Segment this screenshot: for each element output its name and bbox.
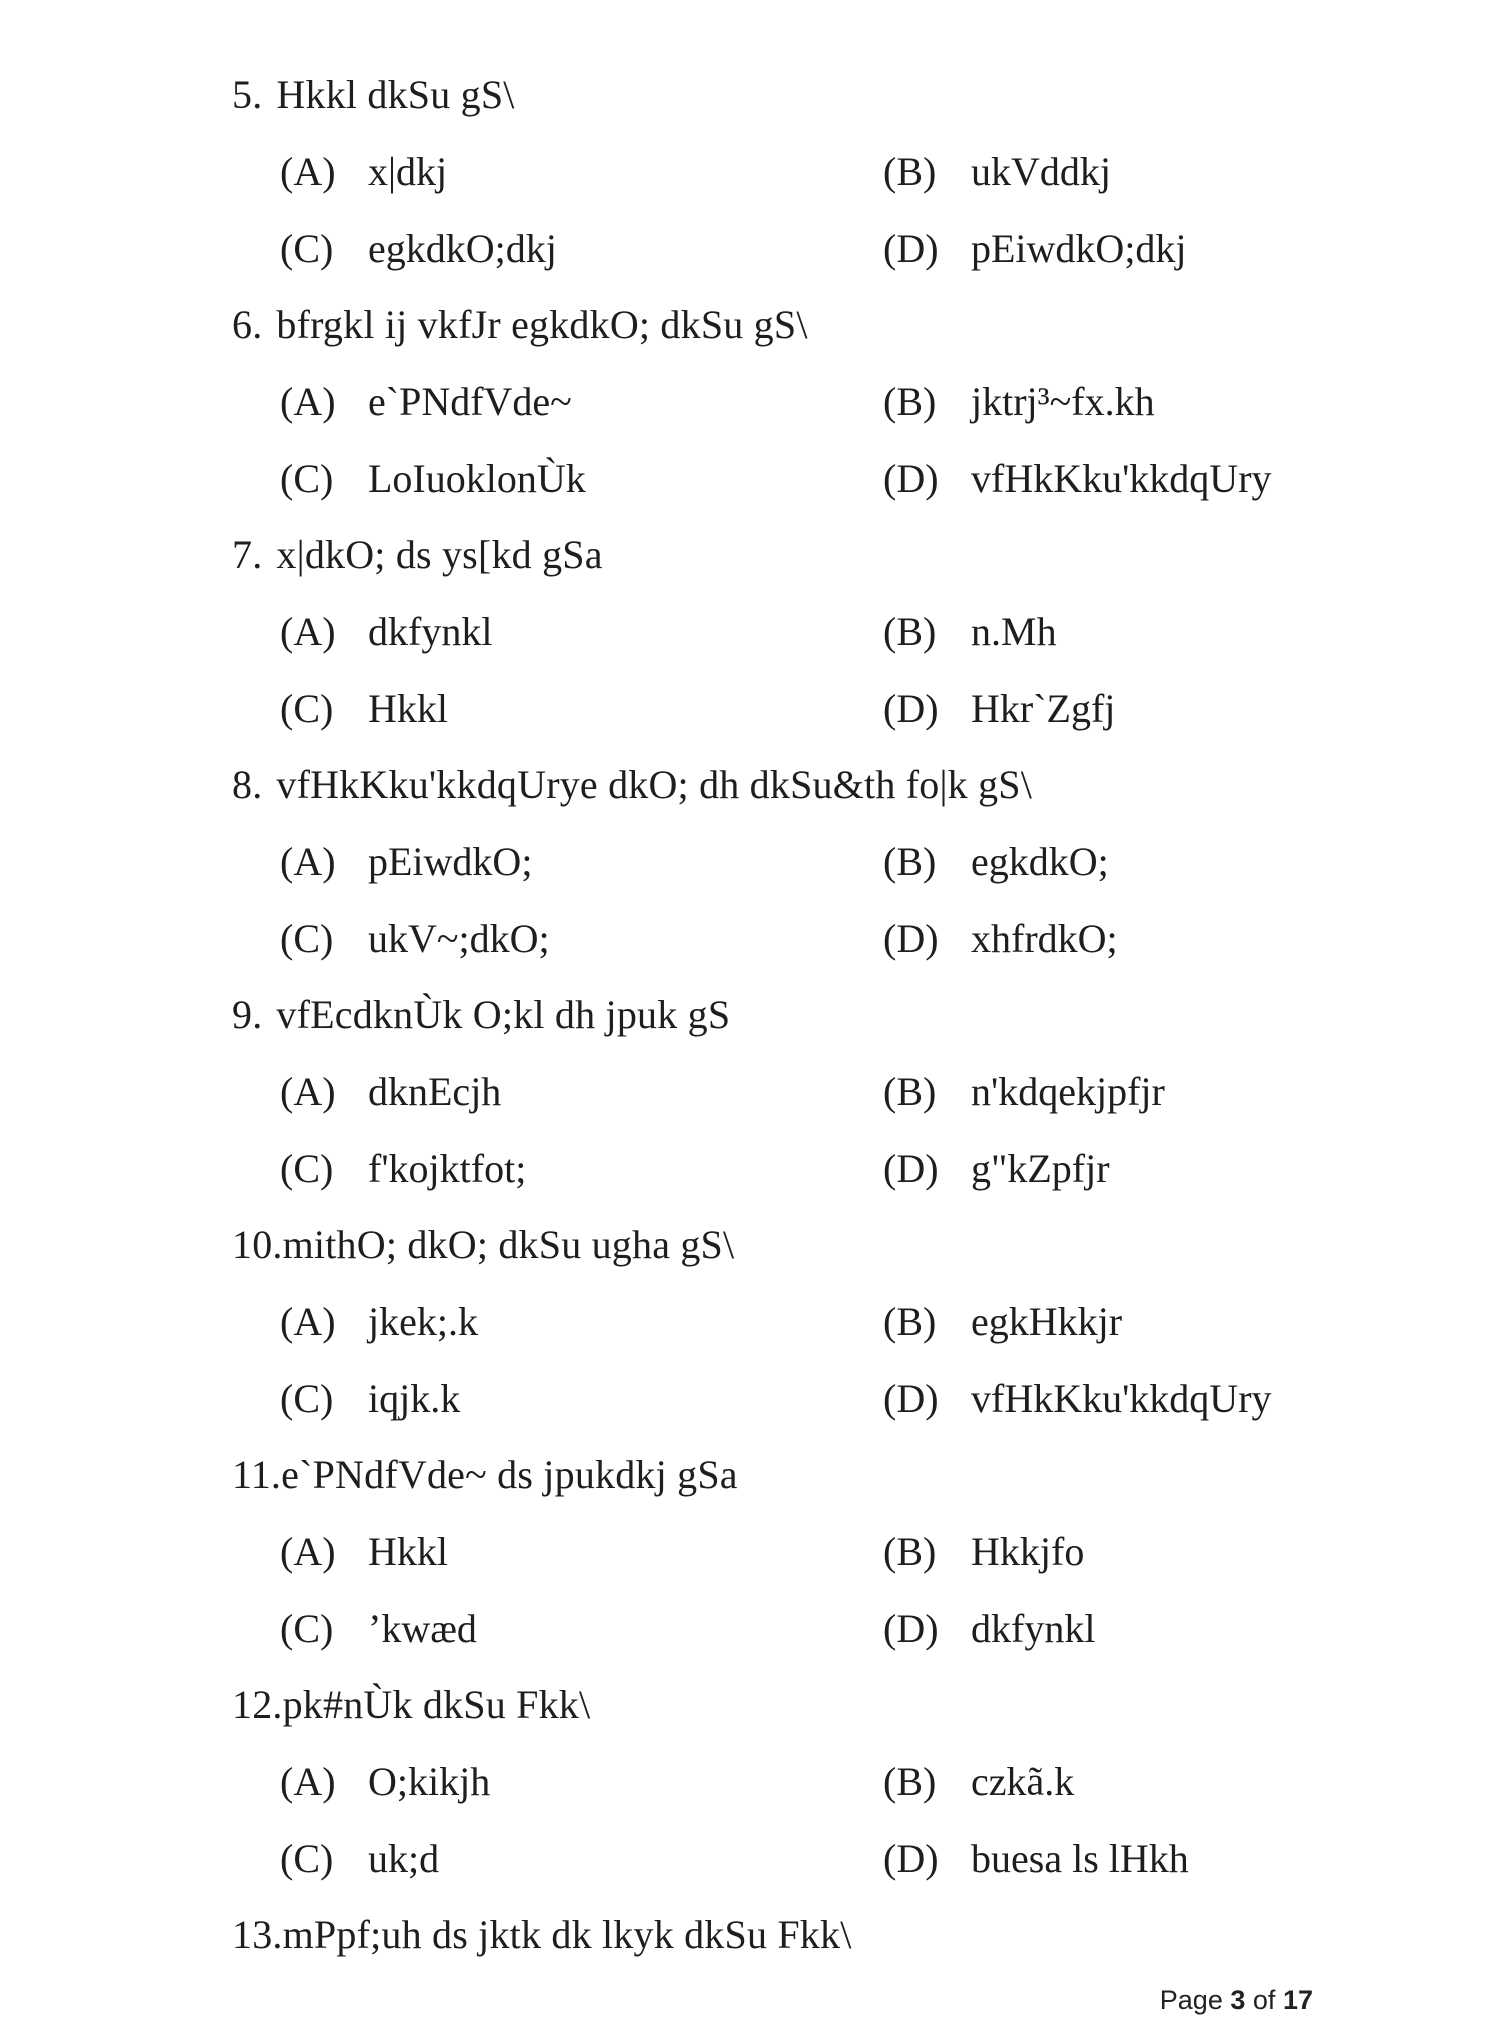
option-label: (C): [280, 916, 334, 961]
option-text: czkã.k: [971, 1759, 1075, 1804]
option-text: vfHkKku'kkdqUry: [971, 1376, 1272, 1421]
question-11: [232, 1437, 1382, 1667]
option-text: uk;d: [368, 1836, 440, 1881]
option-label: (A): [280, 149, 336, 194]
option-a[interactable]: [280, 133, 447, 210]
question-text: x|dkO; ds ys[kd gSa: [276, 532, 603, 577]
page-current: 3: [1230, 1985, 1246, 2015]
question-10: [232, 1207, 1382, 1437]
option-text: xhfrdkO;: [971, 916, 1118, 961]
question-text: pk#nÙk dkSu Fkk\: [282, 1682, 591, 1727]
page-separator: of: [1252, 1985, 1276, 2015]
question-number: 10.: [232, 1222, 283, 1267]
option-row: [232, 1590, 1382, 1667]
option-label: (C): [280, 1146, 334, 1191]
option-a[interactable]: [280, 1283, 478, 1360]
option-text: egkHkkjr: [971, 1299, 1123, 1344]
question-text: vfEcdknÙk O;kl dh jpuk gS: [276, 992, 731, 1037]
option-text: LoIuoklonÙk: [368, 456, 586, 501]
option-label: (D): [883, 1836, 939, 1881]
option-text: ukV~;dkO;: [368, 916, 550, 961]
option-row: [232, 593, 1382, 670]
question-6: [232, 287, 1382, 517]
option-label: (A): [280, 1529, 336, 1574]
option-label: (D): [883, 1376, 939, 1421]
option-b[interactable]: [883, 1053, 1165, 1130]
option-label: (A): [280, 609, 336, 654]
option-label: (C): [280, 1836, 334, 1881]
option-row: [232, 1053, 1382, 1130]
option-label: (B): [883, 1069, 937, 1114]
option-label: (B): [883, 379, 937, 424]
option-text: jkek;.k: [368, 1299, 478, 1344]
option-text: ’kwæd: [368, 1606, 477, 1651]
option-b[interactable]: [883, 133, 1111, 210]
option-row: [232, 1743, 1382, 1820]
option-d[interactable]: [883, 900, 1118, 977]
option-label: (B): [883, 609, 937, 654]
option-label: (B): [883, 839, 937, 884]
option-c[interactable]: [280, 1360, 460, 1437]
option-label: (D): [883, 226, 939, 271]
question-8: [232, 747, 1382, 977]
option-c[interactable]: [280, 900, 550, 977]
option-label: (A): [280, 379, 336, 424]
option-text: ukVddkj: [971, 149, 1111, 194]
option-a[interactable]: [280, 1053, 501, 1130]
option-text: dkfynkl: [971, 1606, 1096, 1651]
option-label: (D): [883, 456, 939, 501]
option-row: [232, 1130, 1382, 1207]
option-text: egkdkO;dkj: [368, 226, 557, 271]
option-text: n.Mh: [971, 609, 1057, 654]
option-d[interactable]: [883, 1360, 1272, 1437]
question-stem: [232, 977, 1382, 1053]
option-label: (D): [883, 1146, 939, 1191]
option-text: jktrj³~fx.kh: [971, 379, 1155, 424]
question-13: [232, 1897, 1382, 1973]
page-indicator: [1160, 1985, 1313, 2016]
option-text: buesa ls lHkh: [971, 1836, 1189, 1881]
option-d[interactable]: [883, 1130, 1110, 1207]
question-stem: [232, 287, 1382, 363]
option-row: [232, 210, 1382, 287]
question-number: 5.: [232, 72, 263, 117]
option-c[interactable]: [280, 1590, 477, 1667]
option-label: (C): [280, 1606, 334, 1651]
question-9: [232, 977, 1382, 1207]
question-text: mPpf;uh ds jktk dk lkyk dkSu Fkk\: [282, 1912, 852, 1957]
option-c[interactable]: [280, 1820, 439, 1897]
option-text: O;kikjh: [368, 1759, 491, 1804]
question-text: e`PNdfVde~ ds jpukdkj gSa: [281, 1452, 738, 1497]
option-a[interactable]: [280, 1513, 448, 1590]
question-text: Hkkl dkSu gS\: [276, 72, 515, 117]
option-label: (B): [883, 149, 937, 194]
option-row: [232, 1360, 1382, 1437]
option-d[interactable]: [883, 210, 1187, 287]
option-text: pEiwdkO;dkj: [971, 226, 1187, 271]
option-text: x|dkj: [368, 149, 448, 194]
option-row: [232, 823, 1382, 900]
option-a[interactable]: [280, 363, 572, 440]
option-text: f'kojktfot;: [368, 1146, 527, 1191]
option-label: (A): [280, 1759, 336, 1804]
option-text: Hkkl: [368, 1529, 448, 1574]
option-b[interactable]: [883, 363, 1155, 440]
option-label: (C): [280, 1376, 334, 1421]
option-b[interactable]: [883, 1283, 1122, 1360]
question-number: 6.: [232, 302, 263, 347]
question-number: 7.: [232, 532, 263, 577]
option-c[interactable]: [280, 210, 557, 287]
question-stem: [232, 1897, 1382, 1973]
option-row: [232, 1283, 1382, 1360]
option-a[interactable]: [280, 593, 492, 670]
option-text: dkfynkl: [368, 609, 493, 654]
option-row: [232, 363, 1382, 440]
option-b[interactable]: [883, 1743, 1074, 1820]
option-text: g"kZpfjr: [971, 1146, 1110, 1191]
option-label: (A): [280, 1299, 336, 1344]
option-text: dknEcjh: [368, 1069, 502, 1114]
question-stem: [232, 517, 1382, 593]
question-stem: [232, 57, 1382, 133]
option-text: pEiwdkO;: [368, 839, 533, 884]
option-text: vfHkKku'kkdqUry: [971, 456, 1272, 501]
option-label: (A): [280, 839, 336, 884]
option-text: Hkr`Zgfj: [971, 686, 1116, 731]
question-stem: [232, 1207, 1382, 1283]
option-d[interactable]: [883, 440, 1272, 517]
question-text: vfHkKku'kkdqUrye dkO; dh dkSu&th fo|k gS\: [276, 762, 1033, 807]
option-row: [232, 1820, 1382, 1897]
question-5: [232, 57, 1382, 287]
option-row: [232, 900, 1382, 977]
question-12: [232, 1667, 1382, 1897]
option-d[interactable]: [883, 1590, 1095, 1667]
page-total: 17: [1282, 1985, 1313, 2015]
page-prefix: Page: [1159, 1985, 1223, 2015]
option-label: (B): [883, 1299, 937, 1344]
question-number: 8.: [232, 762, 263, 807]
question-7: [232, 517, 1382, 747]
option-row: [232, 1513, 1382, 1590]
option-row: [232, 133, 1382, 210]
option-d[interactable]: [883, 1820, 1189, 1897]
question-stem: [232, 1437, 1382, 1513]
option-text: Hkkjfo: [971, 1529, 1085, 1574]
option-c[interactable]: [280, 440, 586, 517]
option-c[interactable]: [280, 1130, 526, 1207]
option-c[interactable]: [280, 670, 448, 747]
option-d[interactable]: [883, 670, 1115, 747]
question-number: 12.: [232, 1682, 283, 1727]
option-label: (B): [883, 1529, 937, 1574]
option-label: (C): [280, 226, 334, 271]
option-row: [232, 670, 1382, 747]
option-label: (C): [280, 686, 334, 731]
question-stem: [232, 1667, 1382, 1743]
option-b[interactable]: [883, 593, 1057, 670]
option-label: (D): [883, 916, 939, 961]
option-a[interactable]: [280, 823, 532, 900]
question-stem: [232, 747, 1382, 823]
question-number: 11.: [232, 1452, 282, 1497]
option-text: egkdkO;: [971, 839, 1109, 884]
question-text: mithO; dkO; dkSu ugha gS\: [282, 1222, 735, 1267]
option-label: (D): [883, 686, 939, 731]
option-label: (C): [280, 456, 334, 501]
option-b[interactable]: [883, 823, 1109, 900]
question-text: bfrgkl ij vkfJr egkdkO; dkSu gS\: [276, 302, 808, 347]
question-number: 13.: [232, 1912, 283, 1957]
option-a[interactable]: [280, 1743, 490, 1820]
option-label: (B): [883, 1759, 937, 1804]
option-text: iqjk.k: [368, 1376, 461, 1421]
option-text: e`PNdfVde~: [368, 379, 572, 424]
option-row: [232, 440, 1382, 517]
option-text: Hkkl: [368, 686, 448, 731]
option-text: n'kdqekjpfjr: [971, 1069, 1165, 1114]
option-b[interactable]: [883, 1513, 1084, 1590]
question-number: 9.: [232, 992, 263, 1037]
option-label: (A): [280, 1069, 336, 1114]
option-label: (D): [883, 1606, 939, 1651]
